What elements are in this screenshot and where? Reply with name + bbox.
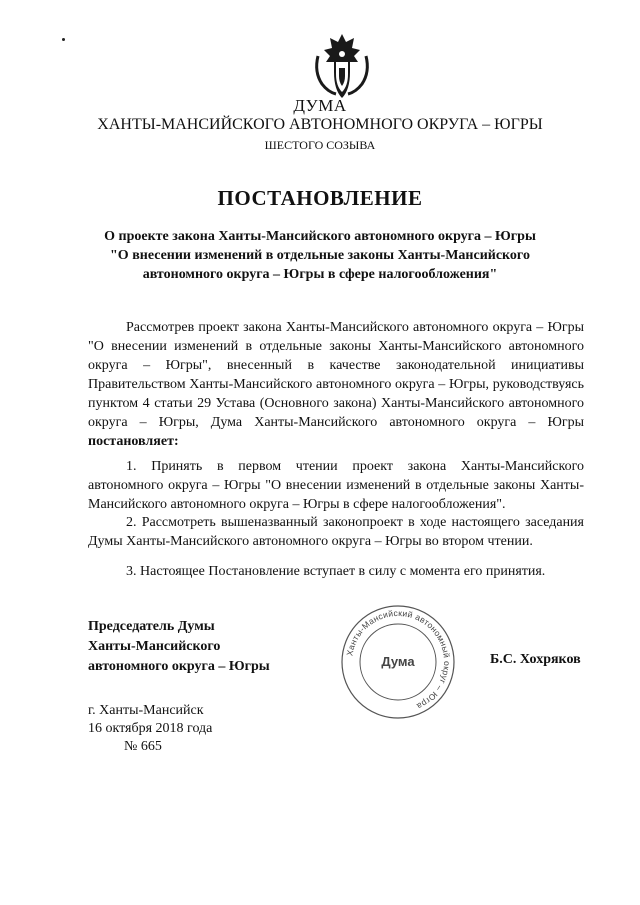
signatory-position xyxy=(88,617,270,677)
coat-of-arms-icon xyxy=(310,32,374,102)
signatory-name: Б.С. Хохряков xyxy=(490,652,581,667)
resolution-item: 3. Настоящее Постановление вступает в силу с момента его принятия. xyxy=(126,564,546,579)
subject-line: О проекте закона Ханты-Мансийского автономного округа – Югры xyxy=(104,229,536,244)
subject-line: автономного округа – Югры в сфере налогообложения" xyxy=(142,267,498,282)
resolution-item: 2. Рассмотреть вышеназванный законопроект в ходе настоящего заседания Думы Ханты-Мансийского автономного округа – Югры во втором чтении. xyxy=(88,515,584,549)
document-place: г. Ханты-Мансийск xyxy=(88,703,204,718)
preamble-paragraph xyxy=(88,318,584,451)
document-subject xyxy=(0,227,640,284)
document-number: № 665 xyxy=(124,739,162,754)
preamble-emphasis: постановляет: xyxy=(88,434,179,449)
preamble-text: Рассмотрев проект закона Ханты-Мансийского автономного округа – Югры "О внесении изменений в отдельные законы Ханты-Мансийского автономного округа – Югры", внесенный в качестве законодательной инициативы Правительством Ханты-Мансийского автономного округа – Югры, руководствуясь пунктом 4 статьи 29 Устава (Основного закона) Ханты-Мансийского автономного округа – Югры, Дума Ханты-Мансийского автономного округа – Югры xyxy=(88,320,584,430)
region-title: ХАНТЫ-МАНСИЙСКОГО АВТОНОМНОГО ОКРУГА – ЮГРЫ xyxy=(97,116,543,133)
organization-title: ДУМА xyxy=(293,96,347,115)
official-seal xyxy=(338,602,458,722)
position-line: автономного округа – Югры xyxy=(88,659,270,674)
margin-mark xyxy=(62,38,65,41)
document-date: 16 октября 2018 года xyxy=(88,721,213,736)
position-line: Ханты-Мансийского xyxy=(88,639,221,654)
position-line: Председатель Думы xyxy=(88,619,215,634)
seal-center-text: Дума xyxy=(381,654,415,669)
resolution-item: 1. Принять в первом чтении проект закона Ханты-Мансийского автономного округа – Югры "О внесении изменений в отдельные законы Ханты-Мансийского автономного округа – Югры в сфере налогообложения". xyxy=(88,459,584,512)
subject-line: "О внесении изменений в отдельные законы Ханты-Мансийского xyxy=(110,248,530,263)
seal-ring-text: Ханты-Мансийский автономный округ – Югра xyxy=(344,607,453,712)
convocation-title: ШЕСТОГО СОЗЫВА xyxy=(264,138,376,152)
document-type: ПОСТАНОВЛЕНИЕ xyxy=(217,186,423,210)
